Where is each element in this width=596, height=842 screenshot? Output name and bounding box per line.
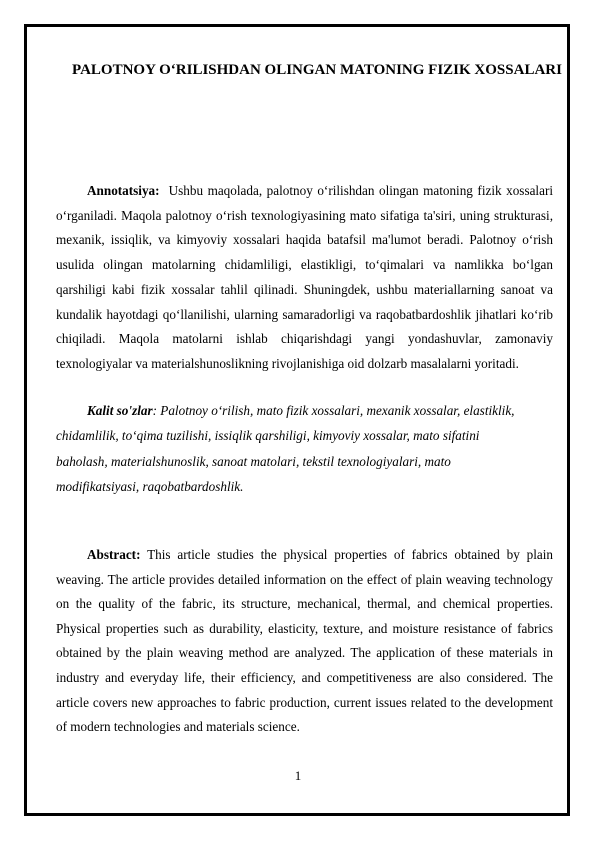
abstract-text: This article studies the physical properties of fabrics obtained by plain weaving. The article provides detailed information on the effect of plain weaving technology on the quality of the fabric, its structure, mechanical, thermal, and chemical properties. Physical properties such as durability, elasticity, texture, and moisture resistance of fabrics obtained by the plain weaving method are analyzed. The application of these materials in industry and everyday life, their efficiency, and competitiveness are also considered. The article covers new approaches to fabric production, current issues related to the development of modern technologies and materials science. <box>56 547 553 735</box>
keywords-label: Kalit so'zlar <box>87 403 153 418</box>
annotation-text: Ushbu maqolada, palotnoy o‘rilishdan olingan matoning fizik xossalari o‘rganiladi. Maqola palotnoy o‘rish texnologiyasining mato sifatiga ta'siri, uning strukturasi, mexanik, issiqlik, va kimyoviy xossalari haqida batafsil ma'lumot beradi. Palotnoy o‘rish usulida olingan matolarning chidamliligi, elastikligi, to‘qimalari va namlikka bo‘lgan qarshiligi kabi fizik xossalar tahlil qilinadi. Shuningdek, ushbu materiallarning sanoat va kundalik hayotdagi qo‘llanilishi, ularning samaradorligi va raqobatbardoshlik jihatlari ko‘rib chiqiladi. Maqola matolarni ishlab chiqarishdagi yangi yondashuvlar, zamonaviy texnologiyalar va materialshunoslikning rivojlanishiga oid dolzarb masalalarni yoritadi. <box>56 183 553 371</box>
abstract-label: Abstract: <box>87 547 141 562</box>
page-number: 1 <box>294 768 302 783</box>
annotation-label: Annotatsiya: <box>87 183 160 198</box>
keywords-text: : Palotnoy o‘rilish, mato fizik xossalari, mexanik xossalar, elastiklik, chidamlilik, to‘qima tuzilishi, issiqlik qarshiligi, kimyoviy xossalar, mato sifatini baholash, materialshunoslik, sanoat matolari, tekstil texnologiyalari, mato modifikatsiyasi, raqobatbardoshlik. <box>56 403 515 494</box>
keywords-paragraph <box>56 398 526 499</box>
page-title: PALOTNOY O‘RILISHDAN OLINGAN MATONING FIZIK XOSSALARI <box>72 62 562 78</box>
annotation-paragraph <box>56 179 553 377</box>
abstract-paragraph <box>56 543 553 740</box>
